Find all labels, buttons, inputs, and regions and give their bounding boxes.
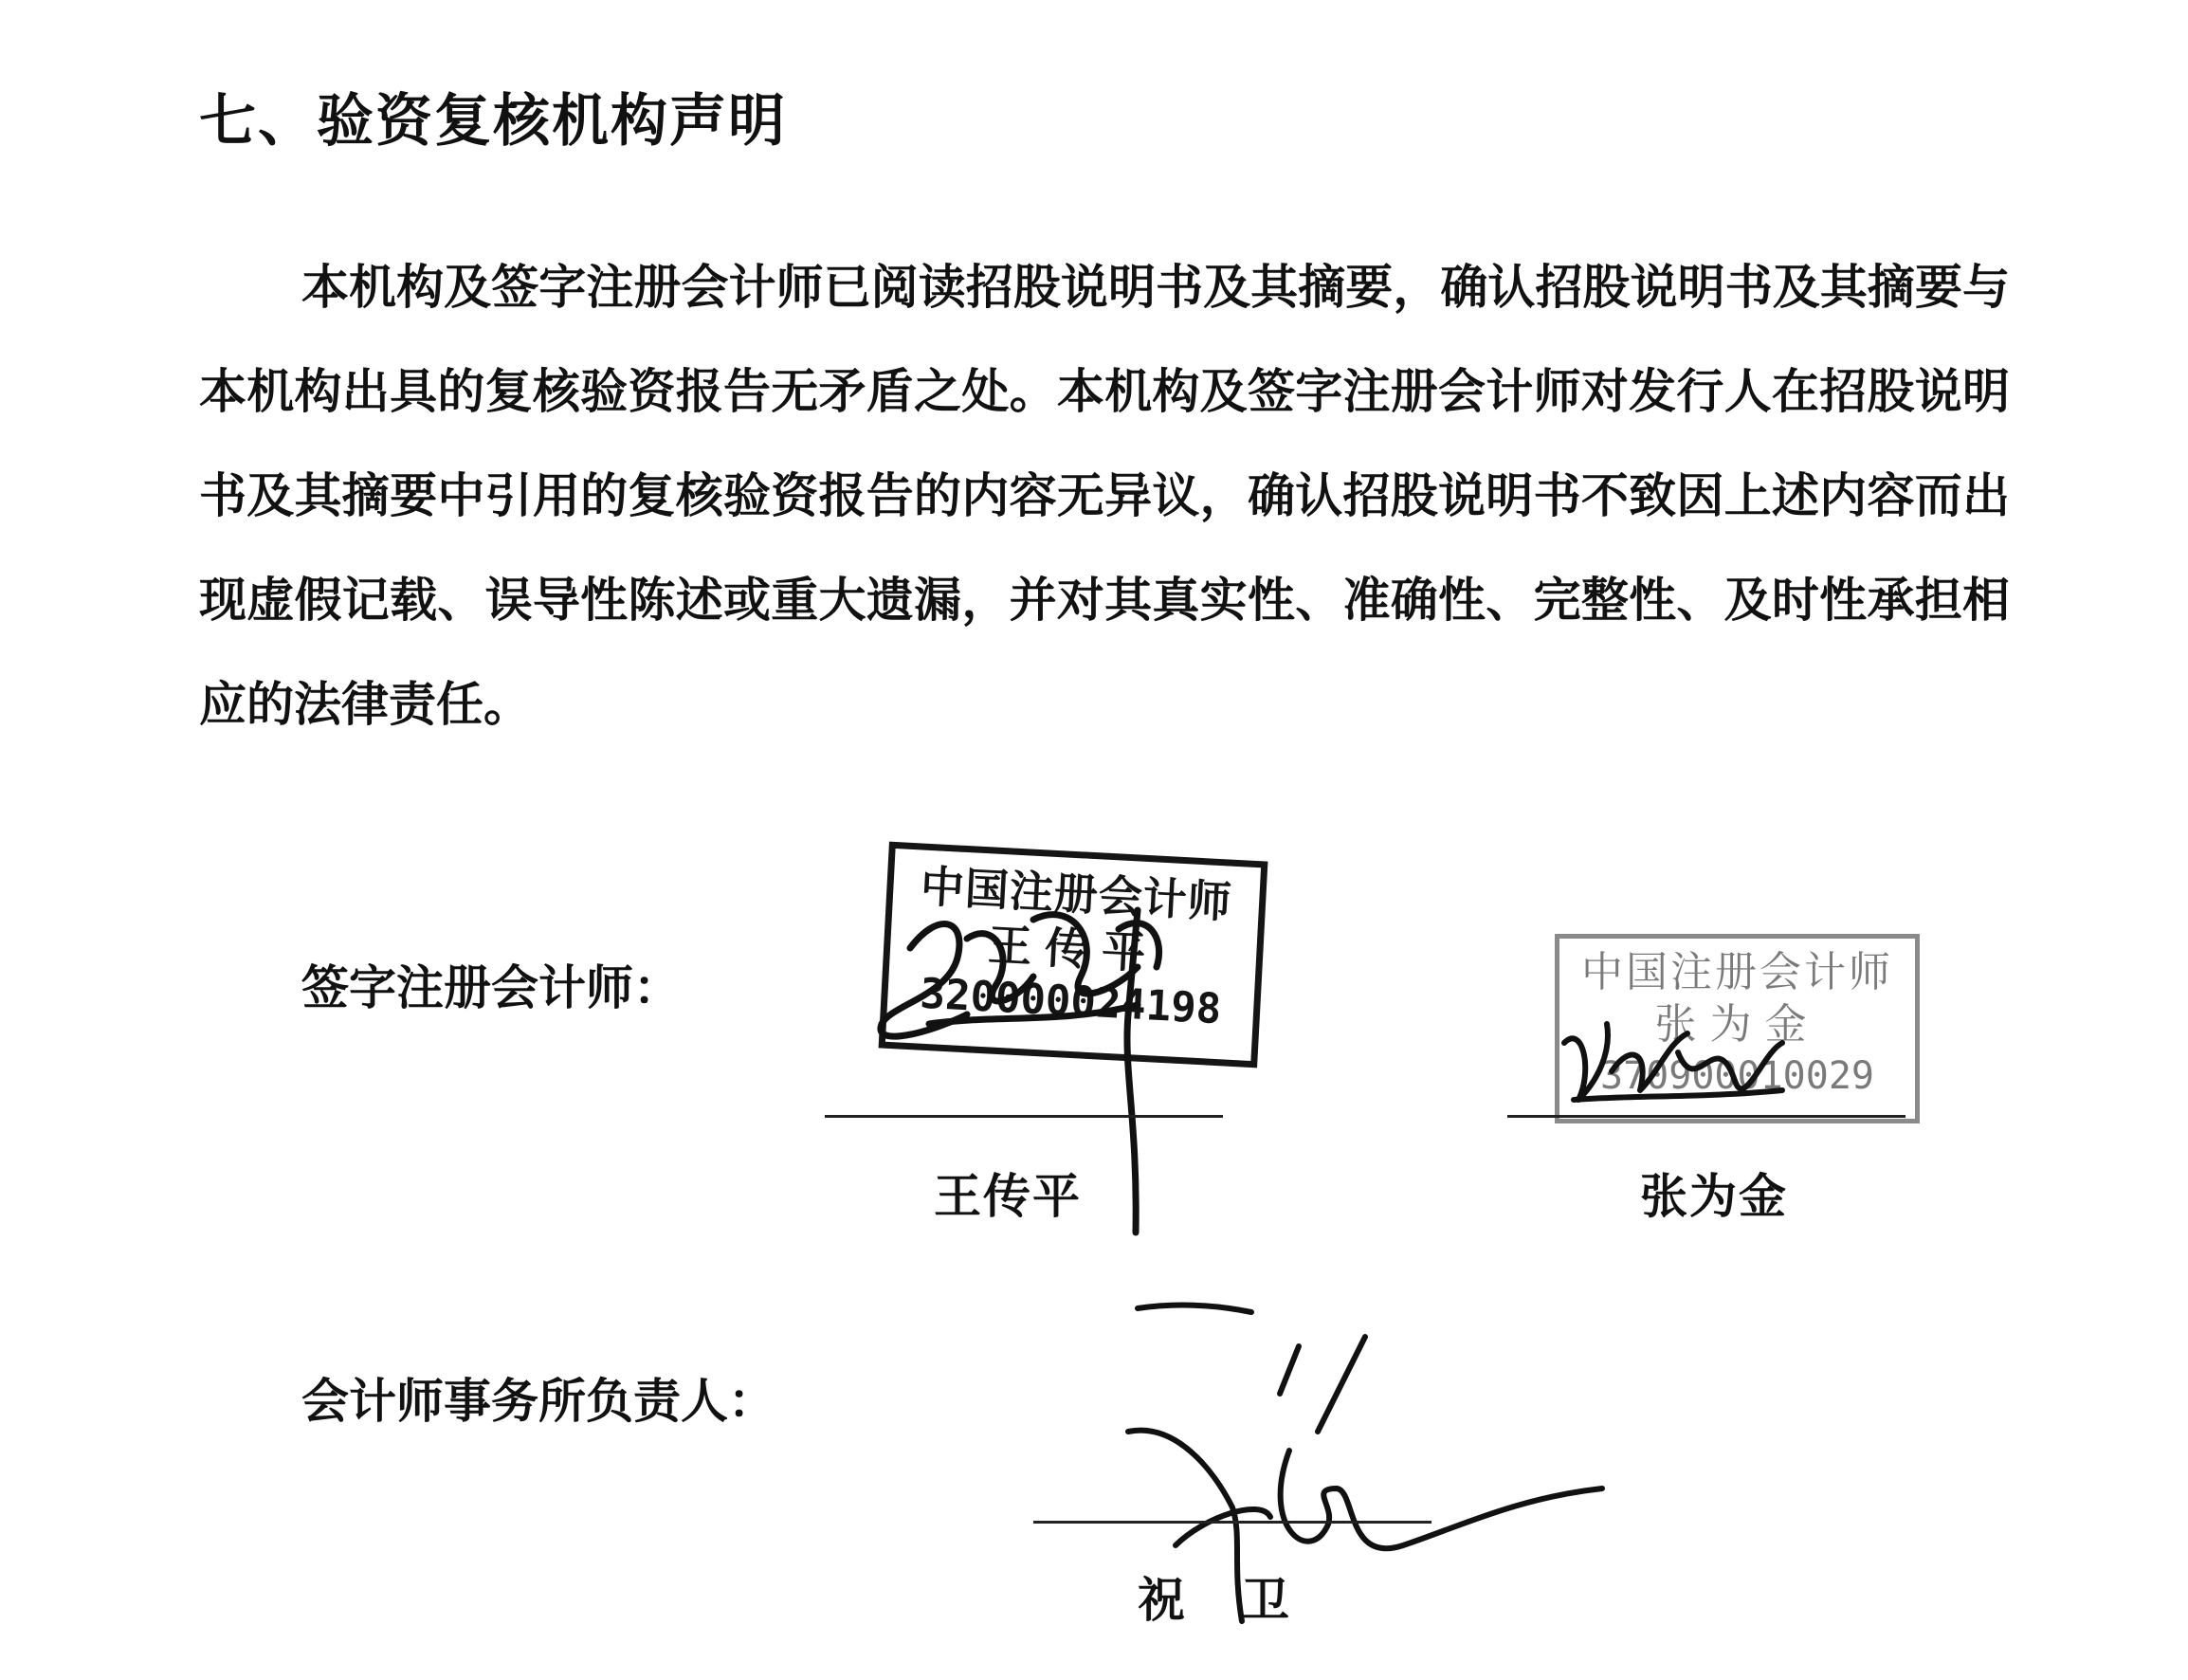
accountant-name-1: 王传平 [934,1169,1082,1224]
stamp-number: 370900010029 [1600,1054,1874,1098]
stamp-number: 320000024198 [919,969,1223,1034]
accountant-name-2: 张为金 [1640,1169,1788,1224]
stamp-title: 中国注册会计师 [1581,948,1893,996]
firm-head-name: 祝卫 [1138,1573,1346,1628]
handwritten-signature-zhang [1555,986,1801,1128]
stamp-title: 中国注册会计师 [919,860,1234,928]
stamp-name: 王传平 [987,919,1160,979]
section-heading: 七、验资复核机构声明 [199,88,787,155]
declaration-paragraph: 本机构及签字注册会计师已阅读招股说明书及其摘要，确认招股说明书及其摘要与本机构出具的复核验资报告无矛盾之处。本机构及签字注册会计师对发行人在招股说明书及其摘要中引用的复核验资报告的内容无异议，确认招股说明书不致因上述内容而出现虚假记载、误导性陈述或重大遗漏，并对其真实性、准确性、完整性、及时性承担相应的法律责任。 [199,260,2010,732]
signature-line-firm-head [1033,1521,1431,1524]
signing-accountants-label: 签字注册会计师： [301,960,681,1015]
signature-line-accountant-2 [1507,1115,1905,1118]
firm-head-label: 会计师事务所负责人： [301,1374,775,1429]
signature-line-accountant-1 [825,1115,1223,1118]
stamp-name: 张为金 [1654,1000,1820,1049]
